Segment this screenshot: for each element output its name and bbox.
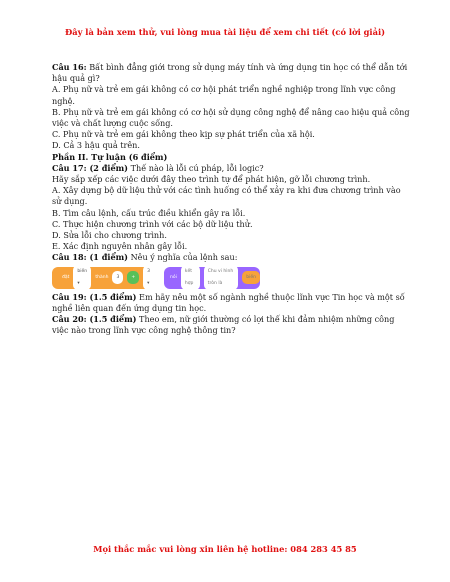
step-d: D. Sửa lỗi cho chương trình. <box>52 230 167 241</box>
set-variable-block: đặt biến ▾ thành 3 + 3 ▾ <box>52 267 156 289</box>
option-a: A. Phụ nữ và trẻ em gái không có cơ hội phát triển nghề nghiệp trong lĩnh vực công nghệ. <box>52 84 396 106</box>
question-17 <box>52 163 412 174</box>
variable-dropdown: biến ▾ <box>73 265 91 289</box>
hotline-footer: Mọi thắc mắc vui lòng xin liên hệ hotline: 084 283 45 85 <box>93 544 357 554</box>
preview-banner: Đây là bản xem thử, vui lòng mua tài liệu để xem chi tiết (có lời giải) <box>64 27 386 37</box>
step-e: E. Xác định nguyên nhân gây lỗi. <box>52 241 188 252</box>
step-c: C. Thực hiện chương trình với các bộ dữ liệu thử. <box>52 218 253 229</box>
question-18 <box>52 252 412 263</box>
question-text: Nêu ý nghĩa của lệnh sau: <box>128 252 238 263</box>
question-16 <box>52 62 412 84</box>
question-20 <box>52 314 412 336</box>
scratch-blocks-image <box>52 267 412 289</box>
question-number: Câu 16: <box>52 62 87 72</box>
step-a: A. Xây dựng bộ dữ liệu thử với các tình huống có thể xảy ra khi đưa chương trình vào sử dụng. <box>52 185 401 207</box>
option-b: B. Phụ nữ và trẻ em gái không có cơ hội sử dụng công nghệ để nâng cao hiệu quả công việc và chất lượng cuộc sống. <box>52 106 410 129</box>
question-number: Câu 20: (1.5 điểm) <box>52 314 137 325</box>
option-d: D. Cả 3 hậu quả trên. <box>52 140 140 151</box>
question-17-intro: Hãy sắp xếp các việc dưới đây theo trình tự để phát hiện, gỡ lỗi chương trình. <box>52 174 371 185</box>
question-number: Câu 19: (1.5 điểm) <box>52 291 137 302</box>
question-text: Thế nào là lỗi cú pháp, lỗi logic? <box>128 162 264 173</box>
question-text: Em hãy nêu một số ngành nghề thuộc lĩnh vực Tin học và một số nghề liên quan đến ứng dụng tin học. <box>52 291 405 313</box>
question-number: Câu 17: (2 điểm) <box>52 162 129 173</box>
option-c: C. Phụ nữ và trẻ em gái không theo kịp sự phát triển của xã hội. <box>52 129 315 140</box>
question-number: Câu 18: (1 điểm) <box>52 252 129 263</box>
question-19 <box>52 292 412 314</box>
document-body <box>52 62 412 336</box>
question-text: Bất bình đẳng giới trong sử dụng máy tính và ứng dụng tin học có thể dẫn tới hậu quả gì? <box>52 62 408 84</box>
part-2-heading: Phần II. Tự luận (6 điểm) <box>52 151 168 162</box>
step-b: B. Tìm câu lệnh, cấu trúc điều khiển gây ra lỗi. <box>52 207 246 218</box>
say-block: nói kết hợp Chu vi hình tròn là biến <box>164 267 260 289</box>
question-text: Theo em, nữ giới thường có lợi thế khi đảm nhiệm những công việc nào trong lĩnh vực công nghệ thông tin? <box>52 314 395 336</box>
